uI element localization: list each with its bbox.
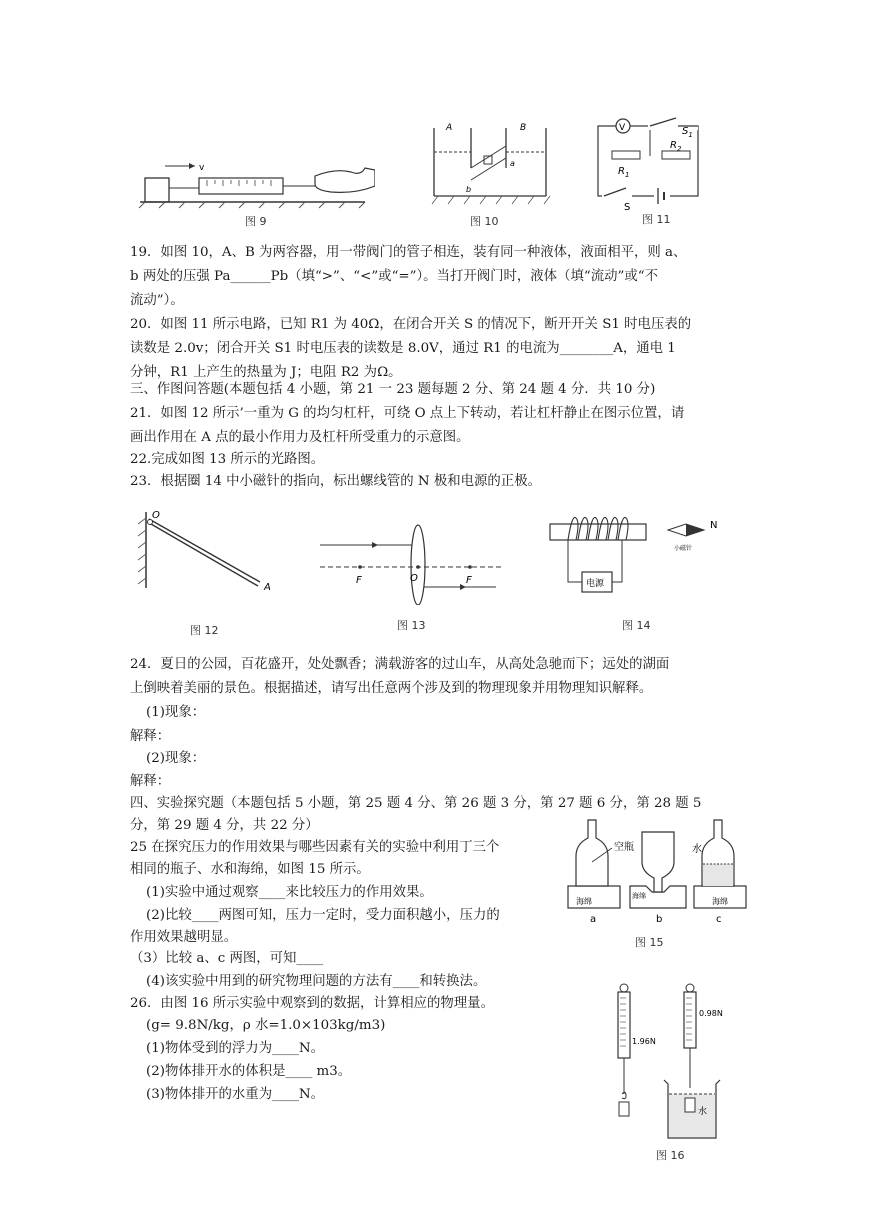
- svg-text:b: b: [466, 185, 472, 194]
- figure-16-spring-scales-buoyancy: [604, 982, 744, 1142]
- svg-text:A: A: [264, 582, 271, 593]
- q25-part4: (4)该实验中用到的研究物理问题的方法有____和转换法。: [146, 974, 487, 989]
- section-4-heading-line1: 四、实验探究题（本题包括 5 小题，第 25 题 4 分、第 26 题 3 分，第 27 题 6 分，第 28 题 5: [130, 796, 702, 811]
- q25-part2-line2: 作用效果越明显。: [130, 930, 238, 945]
- figure-16-caption: 图 16: [656, 1149, 685, 1162]
- q20-line2: 读数是 2.0v；闭合开关 S1 时电压表的读数是 8.0V，通过 R1 的电流为________A，通电 1: [130, 341, 676, 356]
- svg-text:N: N: [710, 520, 718, 531]
- q25-line1: 25 在探究压力的作用效果与哪些因素有关的实验中利用丁三个: [130, 840, 500, 855]
- svg-text:a: a: [590, 914, 597, 925]
- svg-text:1.96N: 1.96N: [632, 1037, 656, 1046]
- q25-part1: (1)实验中通过观察____来比较压力的作用效果。: [146, 885, 433, 900]
- figure-11-circuit: [590, 112, 710, 210]
- svg-text:b: b: [656, 914, 663, 925]
- q26-part1: (1)物体受到的浮力为____N。: [146, 1041, 324, 1056]
- figure-10-caption: 图 10: [470, 215, 499, 228]
- q20-line3: 分钟，R1 上产生的热量为 J；电阻 R2 为Ω。: [130, 365, 402, 380]
- q25-part2-line1: (2)比较____两图可知，压力一定时，受力面积越小，压力的: [146, 908, 500, 923]
- section-3-heading: 三、作图问答题(本题包括 4 小题，第 21 一 23 题每题 2 分、第 24 题 4 分．共 10 分): [130, 382, 656, 397]
- svg-text:电源: 电源: [586, 579, 605, 589]
- svg-text:海绵: 海绵: [712, 897, 728, 906]
- svg-text:水: 水: [698, 1107, 708, 1117]
- q19-line1: 19．如图 10，A、B 为两容器，用一带阀门的管子相连，装有同一种液体，液面相平，则 a、: [130, 245, 687, 260]
- figure-13-lens-light-path: [316, 515, 506, 605]
- svg-text:c: c: [716, 914, 722, 925]
- figure-12-caption: 图 12: [190, 624, 219, 637]
- q22-line: 22.完成如图 13 所示的光路图。: [130, 452, 325, 467]
- svg-text:F: F: [356, 575, 362, 586]
- q26-part2: (2)物体排开水的体积是____ m3。: [146, 1064, 352, 1079]
- svg-text:海绵: 海绵: [632, 892, 646, 900]
- svg-text:a: a: [510, 159, 515, 168]
- svg-text:水: 水: [692, 844, 702, 855]
- figure-12-lever: [132, 508, 282, 608]
- svg-text:海绵: 海绵: [576, 897, 592, 906]
- figure-9-spring-scale: [135, 140, 375, 210]
- figure-14-solenoid: [546, 512, 730, 612]
- q24-line2: 上倒映着美丽的景色。根据描述，请写出任意两个涉及到的物理现象并用物理知识解释。: [130, 681, 653, 696]
- q20-line1: 20．如图 11 所示电路，已知 R1 为 40Ω，在闭合开关 S 的情况下，断开开关 S1 时电压表的: [130, 317, 692, 332]
- q25-part3: （3）比较 a、c 两图，可知____: [130, 951, 324, 966]
- q26-part3: (3)物体排开的水重为____N。: [146, 1087, 324, 1102]
- svg-text:S1: $S_1$: [682, 126, 693, 139]
- svg-text:R1: $R_1$: [618, 166, 630, 179]
- q24-phenomenon-2: (2)现象：: [146, 751, 206, 766]
- svg-text:O: O: [410, 573, 418, 584]
- svg-text:F: F: [466, 575, 472, 586]
- svg-text:R2: $R_2$: [670, 140, 682, 153]
- figure-9-caption: 图 9: [245, 215, 267, 228]
- figure-13-caption: 图 13: [397, 619, 426, 632]
- q24-phenomenon-1: (1)现象：: [146, 705, 206, 720]
- q24-explanation-2: 解释：: [130, 774, 171, 789]
- q23-line: 23．根据圈 14 中小磁针的指向，标出螺线管的 N 极和电源的正极。: [130, 474, 541, 489]
- svg-text:V: V: [619, 123, 626, 133]
- q21-line1: 21．如图 12 所示’一重为 G 的均匀杠杆，可绕 O 点上下转动，若让杠杆静止在图示位置，请: [130, 406, 685, 421]
- figure-15-caption: 图 15: [635, 936, 664, 949]
- svg-text:小磁针: 小磁针: [674, 545, 693, 552]
- q24-line1: 24．夏日的公园，百花盛开，处处飘香；满载游客的过山车，从高处急驰而下；远处的湖面: [130, 657, 670, 672]
- figure-10-connected-containers: [426, 118, 556, 210]
- q25-line2: 相同的瓶子、水和海绵，如图 15 所示。: [130, 862, 370, 877]
- q21-line2: 画出作用在 A 点的最小作用力及杠杆所受重力的示意图。: [130, 430, 470, 445]
- q19-line2: b 两处的压强 Pa______Pb（填“>”、“<”或“=”）。当打开阀门时，液体（填“流动”或“不: [130, 269, 658, 284]
- figure-11-caption: 图 11: [642, 213, 671, 226]
- figure-15-bottles-on-sponge: [566, 818, 750, 926]
- q26-line1: 26．由图 16 所示实验中观察到的数据，计算相应的物理量。: [130, 996, 494, 1011]
- svg-text:S: S: [624, 202, 631, 210]
- svg-text:A: A: [446, 123, 453, 133]
- svg-text:B: B: [520, 123, 527, 133]
- q19-line3: 流动”）。: [130, 293, 184, 308]
- svg-text:O: O: [152, 510, 160, 521]
- svg-text:v: v: [199, 163, 205, 173]
- section-4-heading-line2: 分，第 29 题 4 分，共 22 分）: [130, 818, 319, 833]
- figure-14-caption: 图 14: [622, 619, 651, 632]
- q24-explanation-1: 解释：: [130, 729, 171, 744]
- svg-text:空瓶: 空瓶: [614, 842, 634, 853]
- svg-text:0.98N: 0.98N: [699, 1009, 723, 1018]
- q26-gravity-note: (g= 9.8N/kg，ρ 水=1.0×103kg/m3): [146, 1018, 386, 1033]
